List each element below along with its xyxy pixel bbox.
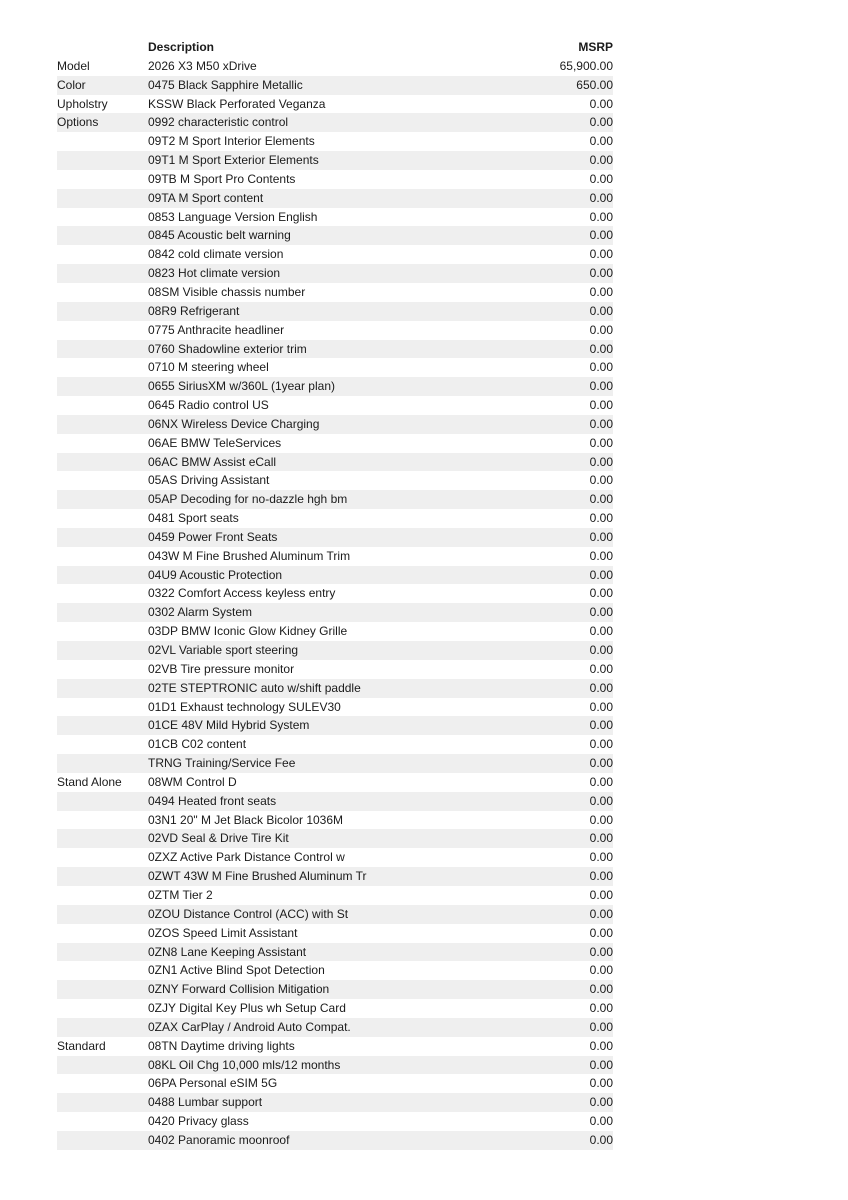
row-description: 0ZNY Forward Collision Mitigation [148, 982, 330, 997]
row-description: 02VB Tire pressure monitor [148, 661, 295, 676]
description-column-header: Description [148, 40, 215, 54]
row-msrp-value: 0.00 [589, 454, 613, 469]
row-category-label [57, 584, 148, 603]
row-msrp-value: 0.00 [589, 699, 613, 714]
row-description: 0420 Privacy glass [148, 1114, 249, 1129]
table-row [57, 698, 613, 717]
table-row [57, 170, 613, 189]
row-category-label [57, 453, 148, 472]
row-category-label [57, 283, 148, 302]
row-category-label [57, 811, 148, 830]
row-msrp-value: 0.00 [589, 756, 613, 771]
row-category-label [57, 396, 148, 415]
row-description: 05AP Decoding for no-dazzle hgh bm [148, 492, 348, 507]
table-row [57, 321, 613, 340]
row-msrp-value: 0.00 [589, 831, 613, 846]
row-category-label [57, 528, 148, 547]
table-row [57, 453, 613, 472]
row-description: 0992 characteristic control [148, 115, 289, 130]
row-description: 09T1 M Sport Exterior Elements [148, 153, 319, 168]
row-msrp-value: 0.00 [589, 96, 613, 111]
row-msrp-value: 0.00 [589, 360, 613, 375]
row-msrp-value: 0.00 [589, 643, 613, 657]
row-msrp-value: 0.00 [589, 737, 613, 752]
row-msrp-value: 0.00 [589, 661, 613, 676]
row-category-label: Options [57, 115, 99, 130]
row-description: 0ZAX CarPlay / Android Auto Compat. [148, 1019, 351, 1034]
table-row [57, 226, 613, 245]
row-category-label [57, 867, 148, 886]
row-category-label [57, 434, 148, 453]
row-msrp-value: 0.00 [589, 1076, 613, 1091]
row-description: 01CE 48V Mild Hybrid System [148, 718, 310, 733]
row-description: 0655 SiriusXM w/360L (1year plan) [148, 379, 335, 394]
row-category-label [57, 1056, 148, 1075]
row-description: 0ZOU Distance Control (ACC) with St [148, 906, 349, 921]
row-description: 0475 Black Sapphire Metallic [148, 77, 303, 92]
row-category-label [57, 471, 148, 490]
table-row [57, 245, 613, 264]
row-category-label [57, 1074, 148, 1093]
header-row [57, 38, 613, 57]
table-row [57, 490, 613, 509]
table-body [57, 57, 613, 1150]
row-category-label [57, 208, 148, 227]
table-row [57, 1112, 613, 1131]
vehicle-options-table [57, 38, 613, 1150]
table-row [57, 735, 613, 754]
row-msrp-value: 0.00 [589, 869, 613, 884]
row-msrp-value: 0.00 [589, 209, 613, 224]
row-msrp-value: 0.00 [589, 1095, 613, 1110]
row-description: 0710 M steering wheel [148, 360, 269, 375]
row-category-label [57, 1112, 148, 1131]
row-msrp-value: 0.00 [589, 303, 613, 318]
row-msrp-value: 0.00 [589, 190, 613, 205]
table-row [57, 905, 613, 924]
row-msrp-value: 0.00 [589, 680, 613, 695]
row-category-label [57, 943, 148, 962]
table-row [57, 509, 613, 528]
row-msrp-value: 0.00 [589, 586, 613, 601]
row-msrp-value: 0.00 [589, 963, 613, 978]
row-description: 08WM Control D [148, 774, 237, 789]
row-category-label [57, 792, 148, 811]
row-msrp-value: 0.00 [589, 511, 613, 526]
row-category-label: Upholstry [57, 96, 108, 111]
row-description: 0ZOS Speed Limit Assistant [148, 925, 298, 940]
row-category-label [57, 226, 148, 245]
row-description: 0ZN8 Lane Keeping Assistant [148, 944, 307, 959]
row-msrp-value: 0.00 [589, 812, 613, 827]
table-row [57, 1018, 613, 1037]
row-msrp-value: 0.00 [589, 774, 613, 789]
table-row [57, 57, 613, 76]
row-msrp-value: 0.00 [589, 134, 613, 149]
row-category-label [57, 698, 148, 717]
row-category-label: Stand Alone [57, 774, 122, 789]
row-description: 0481 Sport seats [148, 511, 239, 526]
row-msrp-value: 0.00 [589, 153, 613, 168]
row-category-label [57, 358, 148, 377]
row-msrp-value: 0.00 [589, 228, 613, 243]
row-msrp-value: 0.00 [589, 416, 613, 431]
row-description: 02TE STEPTRONIC auto w/shift paddle [148, 680, 361, 695]
table-row [57, 113, 613, 132]
table-row [57, 415, 613, 434]
row-category-label [57, 754, 148, 773]
row-description: 09TA M Sport content [148, 190, 264, 205]
row-category-label [57, 641, 148, 660]
row-category-label [57, 848, 148, 867]
row-msrp-value: 0.00 [589, 548, 613, 563]
row-description: 04U9 Acoustic Protection [148, 567, 283, 582]
row-category-label: Standard [57, 1038, 106, 1053]
row-category-label: Model [57, 58, 90, 73]
row-category-label [57, 132, 148, 151]
row-description: KSSW Black Perforated Veganza [148, 96, 326, 111]
table-row [57, 302, 613, 321]
table-row [57, 358, 613, 377]
row-description: 01D1 Exhaust technology SULEV30 [148, 699, 341, 714]
table-row [57, 189, 613, 208]
row-category-label [57, 547, 148, 566]
table-row [57, 754, 613, 773]
row-description: 0302 Alarm System [148, 605, 253, 620]
row-description: 0ZTM Tier 2 [148, 887, 213, 902]
table-row [57, 811, 613, 830]
row-msrp-value: 0.00 [589, 1019, 613, 1034]
row-description: 043W M Fine Brushed Aluminum Trim [148, 548, 351, 563]
row-category-label [57, 924, 148, 943]
table-row [57, 264, 613, 283]
row-msrp-value: 0.00 [589, 247, 613, 262]
table-row [57, 943, 613, 962]
row-msrp-value: 0.00 [589, 944, 613, 959]
row-msrp-value: 0.00 [589, 624, 613, 639]
row-msrp-value: 650.00 [576, 77, 613, 92]
row-msrp-value: 0.00 [589, 925, 613, 940]
row-msrp-value: 0.00 [589, 605, 613, 620]
row-msrp-value: 0.00 [589, 284, 613, 299]
table-row [57, 95, 613, 114]
row-category-label [57, 302, 148, 321]
table-row [57, 829, 613, 848]
table-row [57, 1131, 613, 1150]
row-category-label [57, 1093, 148, 1112]
table-row [57, 622, 613, 641]
row-description: 06NX Wireless Device Charging [148, 416, 320, 431]
row-description: 06AE BMW TeleServices [148, 435, 282, 450]
row-category-label [57, 829, 148, 848]
table-row [57, 547, 613, 566]
row-description: 03DP BMW Iconic Glow Kidney Grille [148, 624, 348, 639]
category-column-header [57, 38, 148, 57]
row-description: 01CB C02 content [148, 737, 247, 752]
table-row [57, 961, 613, 980]
row-description: 02VD Seal & Drive Tire Kit [148, 831, 289, 846]
row-msrp-value: 0.00 [589, 341, 613, 356]
table-row [57, 792, 613, 811]
row-msrp-value: 0.00 [589, 567, 613, 582]
row-description: 0ZJY Digital Key Plus wh Setup Card [148, 1001, 346, 1016]
row-description: 09TB M Sport Pro Contents [148, 171, 296, 186]
row-description: 0322 Comfort Access keyless entry [148, 586, 336, 601]
row-category-label [57, 961, 148, 980]
row-description: 02VL Variable sport steering [148, 643, 299, 657]
row-category-label [57, 886, 148, 905]
row-description: 03N1 20" M Jet Black Bicolor 1036M [148, 812, 344, 827]
table-row [57, 660, 613, 679]
row-description: 0459 Power Front Seats [148, 529, 278, 544]
row-category-label [57, 151, 148, 170]
table-row [57, 1037, 613, 1056]
row-category-label [57, 735, 148, 754]
row-category-label [57, 377, 148, 396]
table-row [57, 151, 613, 170]
row-description: 0853 Language Version English [148, 209, 318, 224]
table-row [57, 867, 613, 886]
row-category-label [57, 415, 148, 434]
row-category-label [57, 999, 148, 1018]
table-row [57, 283, 613, 302]
row-description: 0823 Hot climate version [148, 266, 281, 281]
row-category-label [57, 905, 148, 924]
row-category-label [57, 679, 148, 698]
row-description: 2026 X3 M50 xDrive [148, 58, 257, 73]
row-msrp-value: 0.00 [589, 1001, 613, 1016]
table-row [57, 434, 613, 453]
row-msrp-value: 0.00 [589, 906, 613, 921]
row-category-label [57, 321, 148, 340]
row-msrp-value: 0.00 [589, 1132, 613, 1147]
row-description: 0760 Shadowline exterior trim [148, 341, 307, 356]
row-category-label [57, 264, 148, 283]
row-category-label [57, 1018, 148, 1037]
row-msrp-value: 0.00 [589, 398, 613, 413]
row-description: 0402 Panoramic moonroof [148, 1132, 290, 1147]
row-description: 06AC BMW Assist eCall [148, 454, 277, 469]
row-description: 0842 cold climate version [148, 247, 284, 262]
row-category-label [57, 980, 148, 999]
row-category-label [57, 1131, 148, 1150]
table-row [57, 773, 613, 792]
row-description: 08R9 Refrigerant [148, 303, 240, 318]
row-description: 0775 Anthracite headliner [148, 322, 285, 337]
row-category-label [57, 603, 148, 622]
row-msrp-value: 65,900.00 [559, 58, 613, 73]
row-msrp-value: 0.00 [589, 793, 613, 808]
row-msrp-value: 0.00 [589, 718, 613, 733]
table-row [57, 132, 613, 151]
row-description: 06PA Personal eSIM 5G [148, 1076, 278, 1091]
row-msrp-value: 0.00 [589, 171, 613, 186]
row-category-label [57, 509, 148, 528]
table-row [57, 584, 613, 603]
row-description: 0ZWT 43W M Fine Brushed Aluminum Tr [148, 869, 367, 884]
row-msrp-value: 0.00 [589, 1114, 613, 1129]
table-row [57, 377, 613, 396]
row-category-label [57, 189, 148, 208]
msrp-column-header: MSRP [578, 40, 613, 54]
row-description: 08SM Visible chassis number [148, 284, 306, 299]
table-row [57, 924, 613, 943]
row-msrp-value: 0.00 [589, 322, 613, 337]
row-msrp-value: 0.00 [589, 473, 613, 488]
row-description: 08KL Oil Chg 10,000 mls/12 months [148, 1057, 341, 1072]
table-row [57, 208, 613, 227]
row-description: 09T2 M Sport Interior Elements [148, 134, 315, 149]
row-description: 0ZN1 Active Blind Spot Detection [148, 963, 325, 978]
row-msrp-value: 0.00 [589, 1038, 613, 1053]
table-row [57, 396, 613, 415]
row-description: TRNG Training/Service Fee [148, 756, 296, 771]
row-description: 0645 Radio control US [148, 398, 269, 413]
row-msrp-value: 0.00 [589, 115, 613, 130]
row-msrp-value: 0.00 [589, 492, 613, 507]
table-row [57, 76, 613, 95]
row-msrp-value: 0.00 [589, 435, 613, 450]
table-row [57, 999, 613, 1018]
row-msrp-value: 0.00 [589, 887, 613, 902]
row-description: 0488 Lumbar support [148, 1095, 263, 1110]
row-category-label [57, 245, 148, 264]
row-description: 05AS Driving Assistant [148, 473, 270, 488]
row-msrp-value: 0.00 [589, 982, 613, 997]
row-category-label [57, 340, 148, 359]
table-row [57, 471, 613, 490]
row-description: 0ZXZ Active Park Distance Control w [148, 850, 345, 865]
row-description: 08TN Daytime driving lights [148, 1038, 295, 1053]
table-row [57, 1056, 613, 1075]
table-row [57, 716, 613, 735]
row-category-label [57, 566, 148, 585]
table-row [57, 1074, 613, 1093]
table-row [57, 641, 613, 660]
table-row [57, 980, 613, 999]
table-row [57, 603, 613, 622]
row-msrp-value: 0.00 [589, 850, 613, 865]
row-description: 0845 Acoustic belt warning [148, 228, 291, 243]
row-msrp-value: 0.00 [589, 266, 613, 281]
row-category-label [57, 660, 148, 679]
table-row [57, 528, 613, 547]
row-category-label [57, 716, 148, 735]
table-row [57, 340, 613, 359]
row-msrp-value: 0.00 [589, 1057, 613, 1072]
table-row [57, 886, 613, 905]
table-row [57, 848, 613, 867]
table-row [57, 566, 613, 585]
table-row [57, 1093, 613, 1112]
row-category-label: Color [57, 77, 86, 92]
row-category-label [57, 490, 148, 509]
row-category-label [57, 622, 148, 641]
row-msrp-value: 0.00 [589, 529, 613, 544]
row-category-label [57, 170, 148, 189]
row-description: 0494 Heated front seats [148, 793, 277, 808]
row-msrp-value: 0.00 [589, 379, 613, 394]
table-row [57, 679, 613, 698]
